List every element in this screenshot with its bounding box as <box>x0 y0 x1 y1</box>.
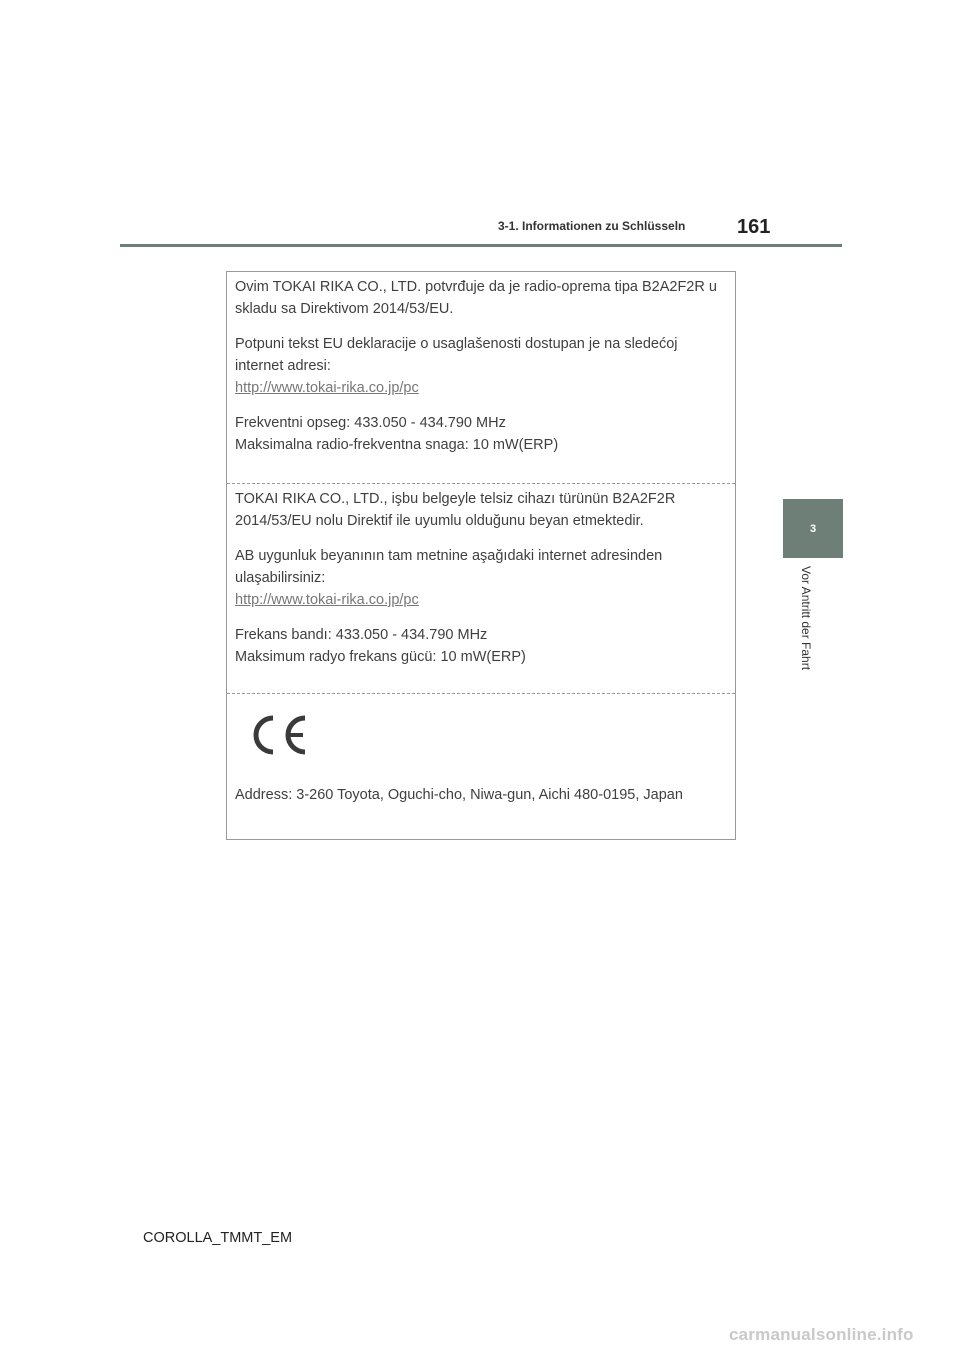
chapter-number: 3 <box>809 522 817 535</box>
serbian-statement: Ovim TOKAI RIKA CO., LTD. potvrđuje da je radio-oprema tipa B2A2F2R u skladu sa Direktivom 2014/53/EU. <box>235 279 717 317</box>
turkish-info: AB uygunluk beyanının tam metnine aşağıdaki internet adresinden ulaşabilirsiniz: <box>235 548 663 586</box>
serbian-link[interactable]: http://www.tokai-rika.co.jp/pc <box>235 380 419 396</box>
page-number: 161 <box>737 216 771 238</box>
turkish-statement: TOKAI RIKA CO., LTD., işbu belgeyle telsiz cihazı türünün B2A2F2R 2014/53/EU nolu Direktif ile uyumlu olduğunu beyan etmektedir. <box>235 491 676 529</box>
watermark: carmanualsonline.info <box>729 1325 914 1344</box>
turkish-declaration <box>227 483 735 693</box>
manufacturer-section <box>227 693 735 841</box>
manufacturer-address: Address: 3-260 Toyota, Oguchi-cho, Niwa-gun, Aichi 480-0195, Japan <box>235 787 683 803</box>
turkish-link[interactable]: http://www.tokai-rika.co.jp/pc <box>235 592 419 608</box>
chapter-tab <box>783 499 843 558</box>
turkish-power: Maksimum radyo frekans gücü: 10 mW(ERP) <box>235 649 526 665</box>
header-section-title: 3-1. Informationen zu Schlüsseln <box>498 219 686 233</box>
chapter-title: Vor Antritt der Fahrt <box>799 566 813 671</box>
serbian-power: Maksimalna radio-frekventna snaga: 10 mW(ERP) <box>235 437 559 453</box>
declaration-box <box>226 271 736 840</box>
serbian-declaration <box>227 272 735 483</box>
document-code: COROLLA_TMMT_EM <box>143 1230 293 1246</box>
serbian-frequency: Frekventni opseg: 433.050 - 434.790 MHz <box>235 415 506 431</box>
header-divider <box>120 244 842 247</box>
turkish-frequency: Frekans bandı: 433.050 - 434.790 MHz <box>235 627 488 643</box>
ce-mark-icon <box>243 712 309 758</box>
serbian-info: Potpuni tekst EU deklaracije o usaglašenosti dostupan je na sledećoj internet adresi: <box>235 336 678 374</box>
